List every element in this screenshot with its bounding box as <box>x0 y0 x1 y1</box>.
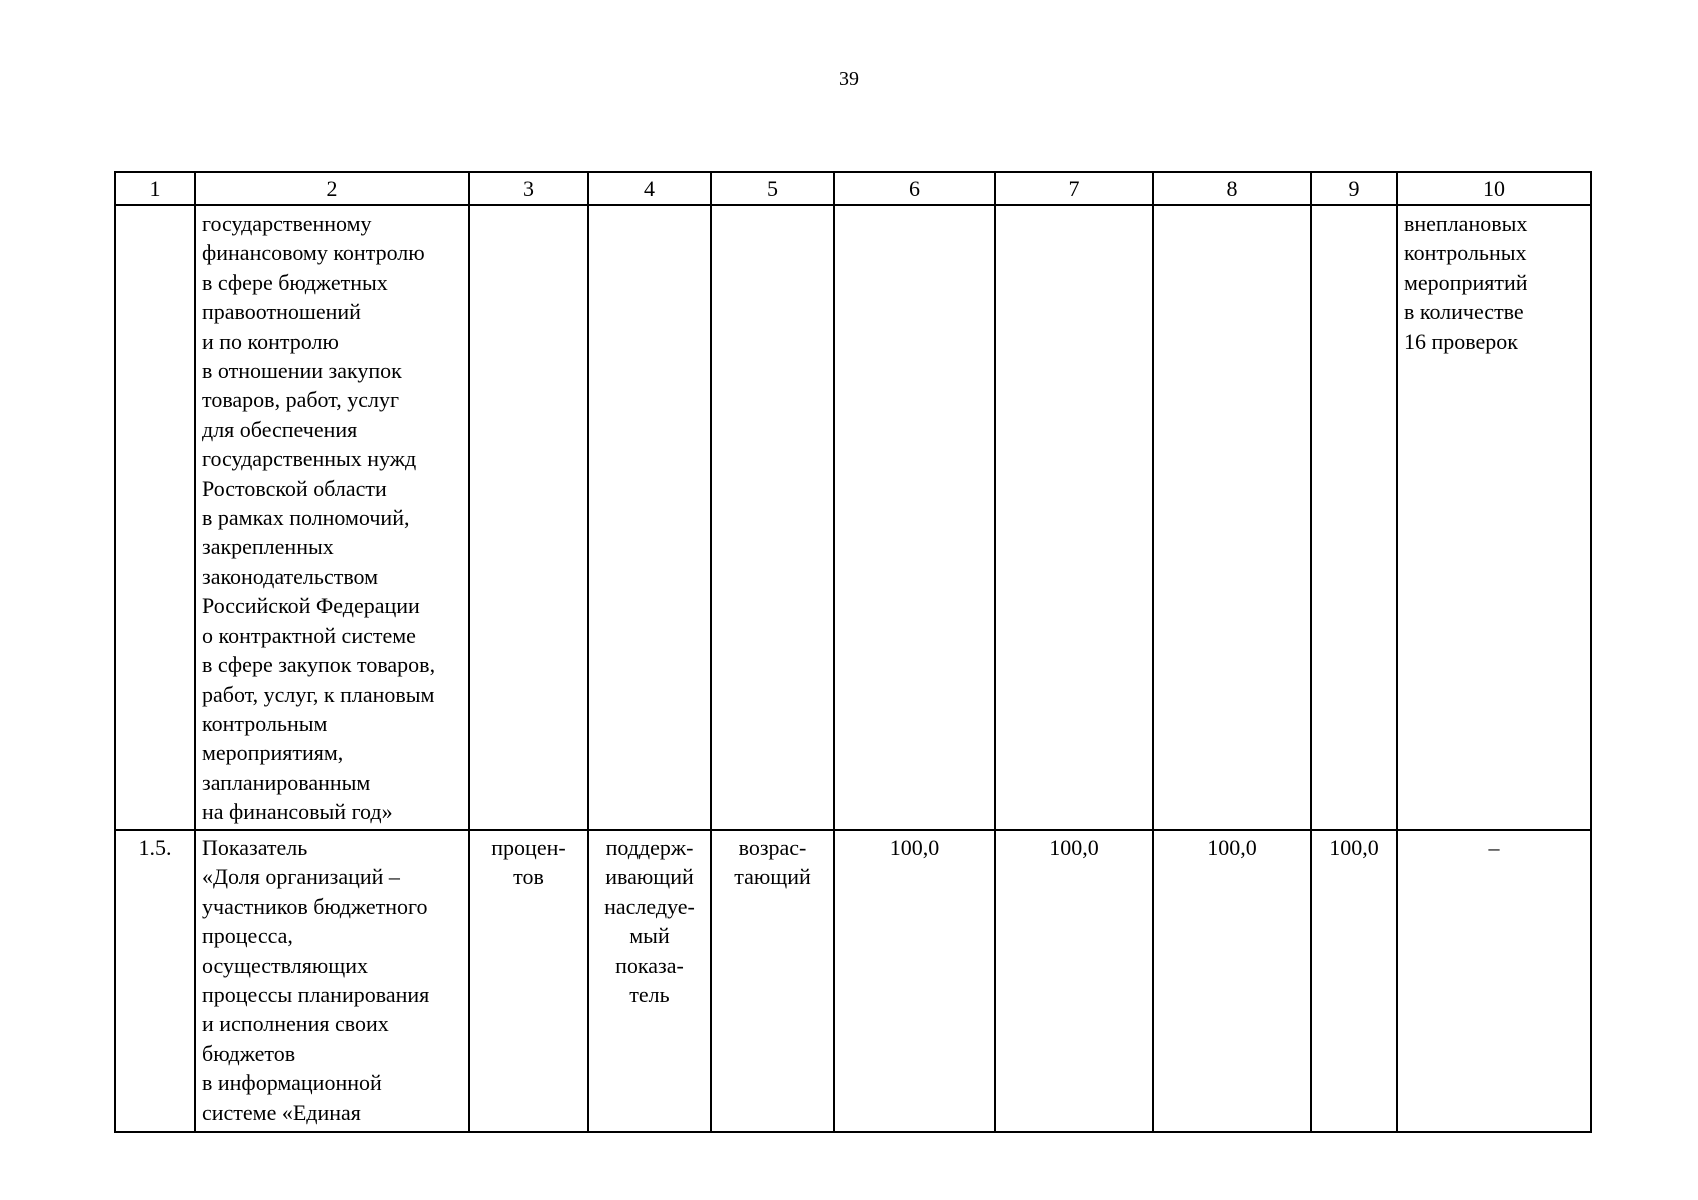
column-header-6: 6 <box>834 172 995 205</box>
value-cell-8 <box>1153 205 1311 830</box>
column-header-3: 3 <box>469 172 588 205</box>
row-number-cell <box>115 205 195 830</box>
table-row <box>115 830 1591 1132</box>
indicator-name-cell: Показатель «Доля организаций – участников бюджетного процесса, осуществляющих процессы планирования и исполнения своих бюджетов в информационной системе «Единая <box>195 830 469 1132</box>
note-cell: – <box>1397 830 1591 1132</box>
column-header-9: 9 <box>1311 172 1397 205</box>
column-header-1: 1 <box>115 172 195 205</box>
trend-cell: возрас- тающий <box>711 830 834 1132</box>
column-header-5: 5 <box>711 172 834 205</box>
indicator-type-cell: поддерж- ивающий наследуе- мый показа- тель <box>588 830 711 1132</box>
value-cell-9 <box>1311 205 1397 830</box>
value-cell-9: 100,0 <box>1311 830 1397 1132</box>
column-header-8: 8 <box>1153 172 1311 205</box>
unit-cell <box>469 205 588 830</box>
indicators-table <box>114 171 1592 1133</box>
unit-cell: процен- тов <box>469 830 588 1132</box>
table-row <box>115 205 1591 830</box>
column-header-7: 7 <box>995 172 1153 205</box>
value-cell-8: 100,0 <box>1153 830 1311 1132</box>
page-number: 39 <box>839 68 859 90</box>
indicator-name-cell: государственному финансовому контролю в сфере бюджетных правоотношений и по контролю в отношении закупок товаров, работ, услуг для обеспечения государственных нужд Ростовской области в рамках полномочий, закрепленных законодательством Российской Федерации о контрактной системе в сфере закупок товаров, работ, услуг, к плановым контрольным мероприятиям, запланированным на финансовый год» <box>195 205 469 830</box>
indicator-type-cell <box>588 205 711 830</box>
value-cell-6 <box>834 205 995 830</box>
value-cell-7: 100,0 <box>995 830 1153 1132</box>
column-header-10: 10 <box>1397 172 1591 205</box>
trend-cell <box>711 205 834 830</box>
value-cell-6: 100,0 <box>834 830 995 1132</box>
table-header-row <box>115 172 1591 205</box>
column-header-4: 4 <box>588 172 711 205</box>
note-cell: внеплановых контрольных мероприятий в количестве 16 проверок <box>1397 205 1591 830</box>
row-number-cell: 1.5. <box>115 830 195 1132</box>
value-cell-7 <box>995 205 1153 830</box>
column-header-2: 2 <box>195 172 469 205</box>
